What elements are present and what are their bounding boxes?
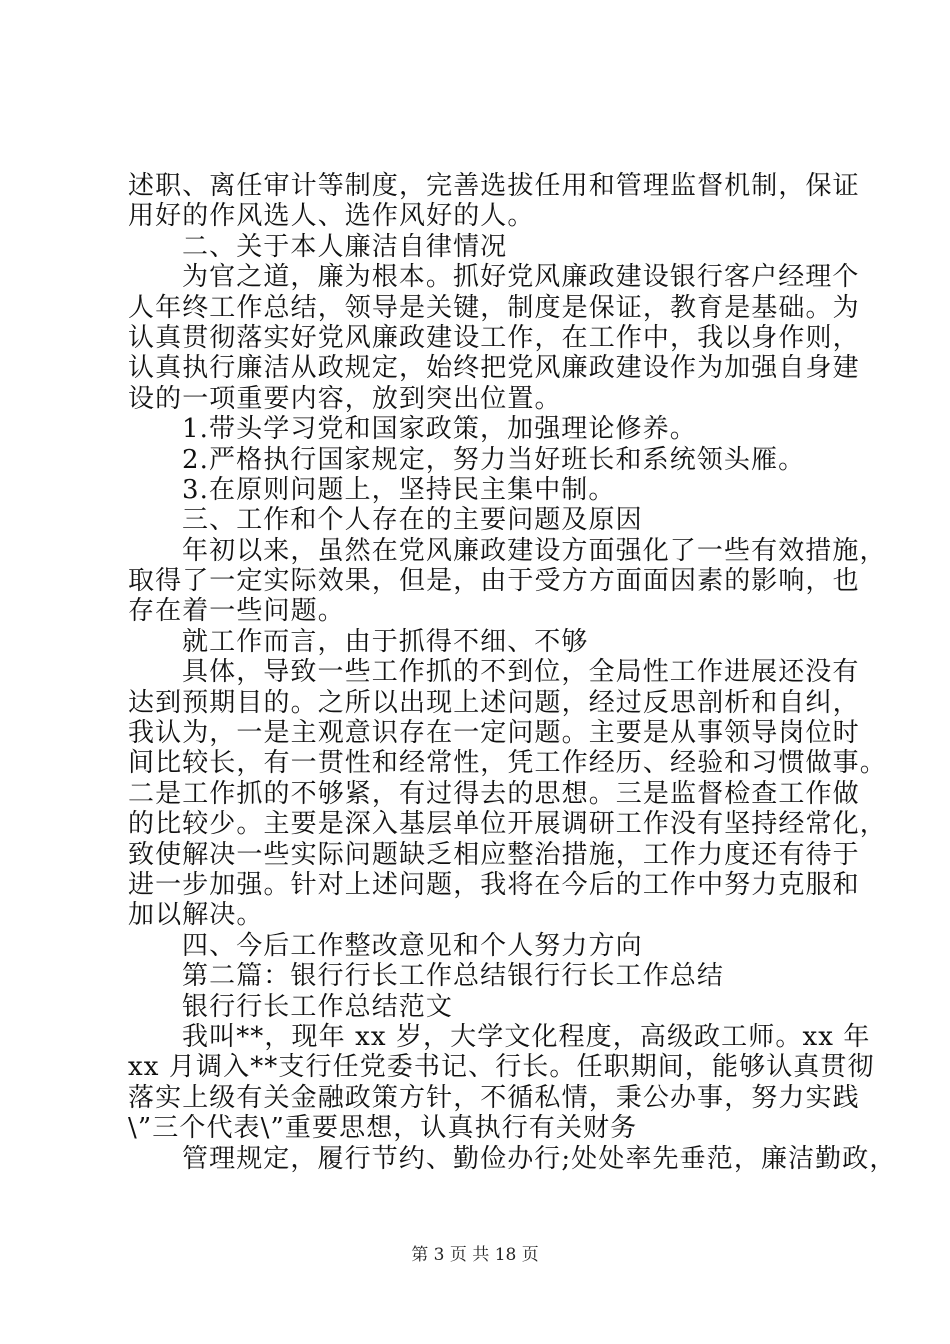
text-line: 用好的作风选人、选作风好的人。 <box>128 201 535 232</box>
document-body <box>128 171 897 1174</box>
text-line: 2.严格执行国家规定，努力当好班长和系统领头雁。 <box>182 444 806 475</box>
text-line: 述职、离任审计等制度，完善选拔任用和管理监督机制，保证 <box>128 171 860 201</box>
text-line: 的比较少。主要是深入基层单位开展调研工作没有坚持经常化， <box>128 809 887 840</box>
text-line: 二是工作抓的不够紧，有过得去的思想。三是监督检查工作做 <box>128 778 860 809</box>
text-line: 进一步加强。针对上述问题，我将在今后的工作中努力克服和 <box>128 869 860 900</box>
text-line: xx 月调入**支行任党委书记、行长。任职期间，能够认真贯彻 <box>128 1052 875 1083</box>
text-line: 四、今后工作整改意见和个人努力方向 <box>182 930 643 961</box>
text-line: 认真贯彻落实好党风廉政建设工作，在工作中，我以身作则， <box>128 322 860 353</box>
text-line: 落实上级有关金融政策方针，不循私情，秉公办事，努力实践 <box>128 1082 860 1113</box>
text-line: 取得了一定实际效果，但是，由于受方方面面因素的影响，也 <box>128 566 860 597</box>
text-line: 设的一项重要内容，放到突出位置。 <box>128 383 562 414</box>
text-line: 我叫**，现年 xx 岁，大学文化程度，高级政工师。xx 年 <box>182 1021 871 1052</box>
text-line: 人年终工作总结，领导是关键，制度是保证，教育是基础。为 <box>128 292 860 323</box>
text-line: 致使解决一些实际问题缺乏相应整治措施，工作力度还有待于 <box>128 839 860 870</box>
text-line: 我认为，一是主观意识存在一定问题。主要是从事领导岗位时 <box>128 718 860 749</box>
text-line: 年初以来，虽然在党风廉政建设方面强化了一些有效措施， <box>182 535 887 566</box>
text-line: 3.在原则问题上，坚持民主集中制。 <box>182 474 616 505</box>
text-line: 具体，导致一些工作抓的不到位，全局性工作进展还没有 <box>182 657 860 688</box>
text-line: 二、关于本人廉洁自律情况 <box>182 231 508 262</box>
text-line: 达到预期目的。之所以出现上述问题，经过反思剖析和自纠， <box>128 687 860 718</box>
text-line: 1.带头学习党和国家政策，加强理论修养。 <box>182 414 697 445</box>
text-line: \”三个代表\”重要思想，认真执行有关财务 <box>128 1113 638 1144</box>
text-line: 为官之道，廉为根本。抓好党风廉政建设银行客户经理个 <box>182 262 860 293</box>
text-line: 间比较长，有一贯性和经常性，凭工作经历、经验和习惯做事。 <box>128 748 887 779</box>
text-line: 管理规定，履行节约、勤俭办行;处处率先垂范，廉洁勤政， <box>182 1143 897 1174</box>
text-line: 银行行长工作总结范文 <box>182 991 454 1022</box>
text-line: 就工作而言，由于抓得不细、不够 <box>182 626 589 657</box>
text-line: 三、工作和个人存在的主要问题及原因 <box>182 505 643 536</box>
page-footer: 第 3 页 共 18 页 <box>411 1245 539 1265</box>
text-line: 存在着一些问题。 <box>128 596 345 627</box>
text-line: 加以解决。 <box>128 900 264 931</box>
text-line: 认真执行廉洁从政规定，始终把党风廉政建设作为加强自身建 <box>128 353 860 384</box>
text-line: 第二篇：银行行长工作总结银行行长工作总结 <box>182 961 725 992</box>
